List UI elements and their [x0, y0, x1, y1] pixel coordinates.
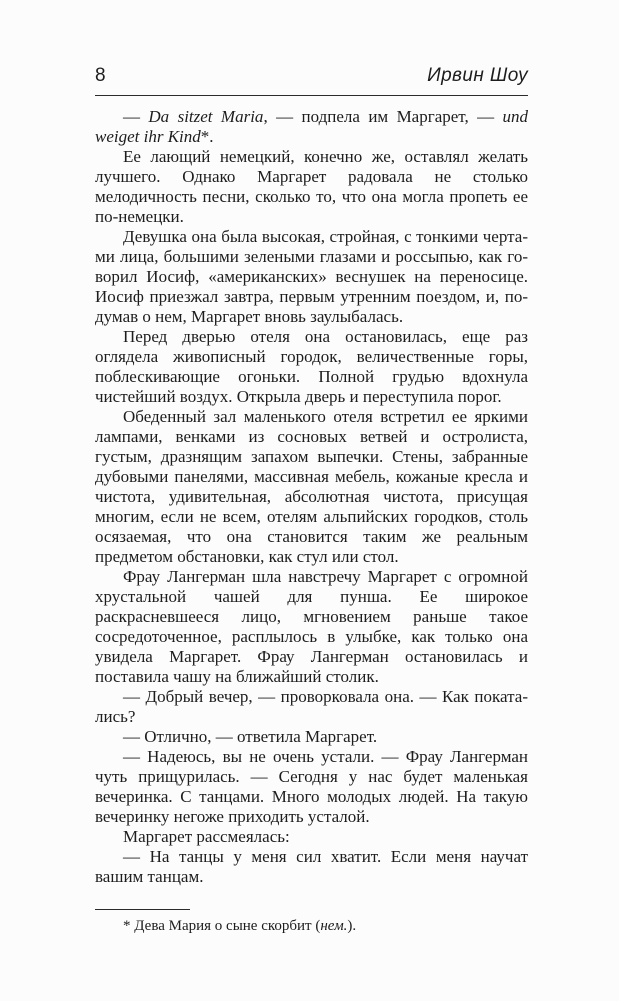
paragraph: [95, 227, 528, 327]
paragraph: [95, 827, 528, 847]
paragraph: [95, 747, 528, 827]
text-run: Обеденный зал маленького отеля встретил ее яркими лампами, венками из сосновых ветвей и остролиста, густым, дразнящим запахом выпечки. Стены, забранные дубовыми панелями, массивная мебель, кожаные кресла и чистота, удивительная, абсолютная чистота, присущая многим, если не всем, отелям альпийских городков, столь осязаемая, что она становится таким же реальным предметом обстановки, как стул или стол.: [95, 407, 528, 566]
paragraph: [95, 147, 528, 227]
page-number: 8: [95, 65, 106, 86]
text-run: *.: [200, 127, 214, 146]
running-title: Ирвин Шоу: [427, 65, 528, 86]
running-head: [95, 64, 528, 88]
text-run: , — подпела им Маргарет, —: [263, 107, 503, 126]
page-body: [95, 107, 528, 887]
text-run: Маргарет рассмеялась:: [123, 827, 290, 846]
text-run: ).: [347, 918, 357, 934]
italic-run: Da sitzet Maria: [148, 107, 264, 126]
text-run: — Надеюсь, вы не очень устали. — Фрау Лангерман чуть прищурилась. — Сегодня у нас будет маленькая вечеринка. С танцами. Много молодых людей. На такую вечеринку негоже приходить усталой.: [95, 747, 528, 826]
text-run: — Добрый вечер, — проворковала она. — Как покатались?: [95, 687, 528, 726]
italic-run: нем.: [320, 918, 348, 934]
paragraph: [95, 567, 528, 687]
text-run: Девушка она была высокая, стройная, с тонкими чертами лица, большими зелеными глазами и россыпью, как говорил Иосиф, «американских» веснушек на переносице. Иосиф приезжал завтра, первым утренним поездом, и, подумав о нем, Маргарет вновь заулыбалась.: [95, 227, 528, 326]
footnote: [95, 917, 528, 936]
text-run: Ее лающий немецкий, конечно же, оставлял желать лучшего. Однако Маргарет радовала не столько мелодичность песни, сколько то, что она могла пропеть ее по-немецки.: [95, 147, 528, 226]
paragraph: [95, 327, 528, 407]
footnote-rule: [95, 909, 190, 910]
paragraph: [95, 847, 528, 887]
paragraph: [95, 107, 528, 147]
paragraph: [95, 687, 528, 727]
text-run: — Отлично, — ответила Маргарет.: [123, 727, 378, 746]
text-run: * Дева Мария о сыне скорбит (: [123, 918, 321, 934]
header-rule: [95, 95, 528, 96]
paragraph: [95, 407, 528, 567]
paragraph: [95, 727, 528, 747]
text-run: — На танцы у меня сил хватит. Если меня научат вашим танцам.: [95, 847, 528, 886]
text-run: Фрау Лангерман шла навстречу Маргарет с огромной хрустальной чашей для пунша. Ее широкое раскрасневшееся лицо, мгновением раньше такое сосредоточенное, расплылось в улыбке, как только она увидела Маргарет. Фрау Лангерман остановилась и поставила чашу на ближайший столик.: [95, 567, 528, 686]
text-run: Перед дверью отеля она остановилась, еще раз оглядела живописный городок, величественные горы, поблескивающие огоньки. Полной грудью вдохнула чистейший воздух. Открыла дверь и переступила порог.: [95, 327, 528, 406]
italic-run: und weiget ihr Kind: [95, 107, 528, 146]
text-run: —: [123, 107, 149, 126]
